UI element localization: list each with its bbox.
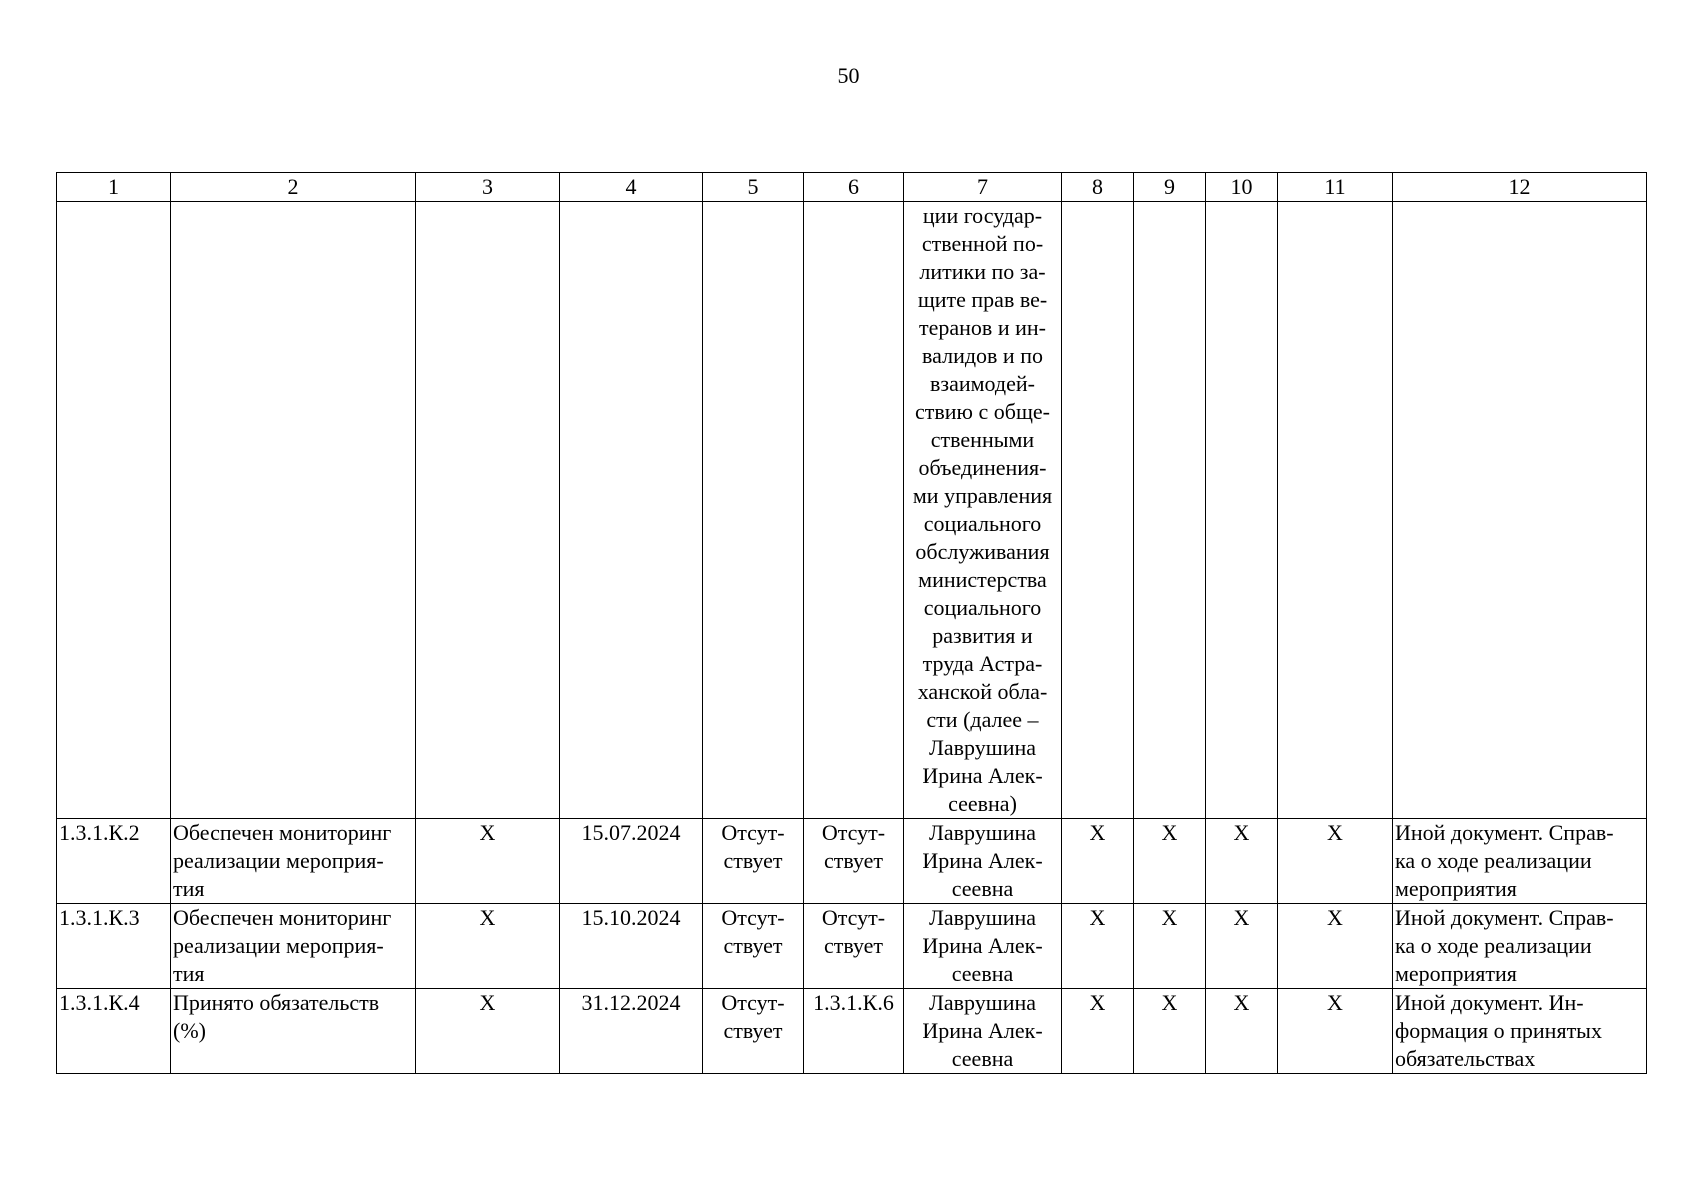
column-header: 4 [560,173,703,202]
table-cell [416,202,560,819]
table-cell: Х [416,989,560,1074]
table-row [57,819,1647,904]
table-cell: Х [1062,819,1134,904]
table-cell [1393,202,1647,819]
table-cell: Х [416,904,560,989]
table-cell: Х [1278,904,1393,989]
continuation-row [57,202,1647,819]
column-header: 6 [804,173,904,202]
responsible-cell: Лаврушина Ирина Алек- сеевна [904,819,1062,904]
table-cell [1062,202,1134,819]
table-cell: Х [416,819,560,904]
header-row [57,173,1647,202]
name-cell: Обеспечен мониторинг реализации мероприя- тия [171,819,416,904]
code-cell: 1.3.1.К.4 [57,989,171,1074]
column-header: 1 [57,173,171,202]
responsible-cell: Лаврушина Ирина Алек- сеевна [904,989,1062,1074]
name-cell: Обеспечен мониторинг реализации мероприя- тия [171,904,416,989]
column-header: 3 [416,173,560,202]
date-cell: 15.10.2024 [560,904,703,989]
table-cell: Отсут- ствует [703,904,804,989]
responsible-continuation-cell: ции государ- ственной по- литики по за- щите прав ве- теранов и ин- валидов и по взаимодей- ствию с обще- ственными объединения- ми управления социального обслуживания министерства социального развития и труда Астра- ханской обла- сти (далее – Лаврушина Ирина Алек- сеевна) [904,202,1062,819]
table-cell: Отсут- ствует [703,989,804,1074]
date-cell: 15.07.2024 [560,819,703,904]
table-cell: Отсут- ствует [804,819,904,904]
table-row [57,989,1647,1074]
document-cell: Иной документ. Справ- ка о ходе реализации мероприятия [1393,819,1647,904]
table-cell [804,202,904,819]
date-cell: 31.12.2024 [560,989,703,1074]
table-cell [703,202,804,819]
table-cell: 1.3.1.К.6 [804,989,904,1074]
document-cell: Иной документ. Ин- формация о принятых обязательствах [1393,989,1647,1074]
column-header: 11 [1278,173,1393,202]
page-number: 50 [837,63,860,88]
name-cell: Принято обязательств (%) [171,989,416,1074]
column-header: 9 [1134,173,1206,202]
code-cell: 1.3.1.К.3 [57,904,171,989]
table-cell [560,202,703,819]
column-header: 8 [1062,173,1134,202]
table-cell: Х [1278,819,1393,904]
responsible-cell: Лаврушина Ирина Алек- сеевна [904,904,1062,989]
column-header: 7 [904,173,1062,202]
table-cell: Отсут- ствует [804,904,904,989]
table-cell: Х [1206,819,1278,904]
code-cell: 1.3.1.К.2 [57,819,171,904]
table-cell: Отсут- ствует [703,819,804,904]
table-cell: Х [1062,904,1134,989]
table-cell: Х [1278,989,1393,1074]
table-cell [57,202,171,819]
table-row [57,904,1647,989]
table-cell: Х [1134,904,1206,989]
document-cell: Иной документ. Справ- ка о ходе реализации мероприятия [1393,904,1647,989]
column-header: 2 [171,173,416,202]
table-cell: Х [1134,989,1206,1074]
column-header: 10 [1206,173,1278,202]
table-cell: Х [1134,819,1206,904]
table-cell [171,202,416,819]
table-cell [1278,202,1393,819]
control-points-table [56,172,1647,1074]
table-cell [1134,202,1206,819]
table-cell: Х [1206,989,1278,1074]
table-cell: Х [1062,989,1134,1074]
table-cell [1206,202,1278,819]
column-header: 5 [703,173,804,202]
column-header: 12 [1393,173,1647,202]
table-cell: Х [1206,904,1278,989]
